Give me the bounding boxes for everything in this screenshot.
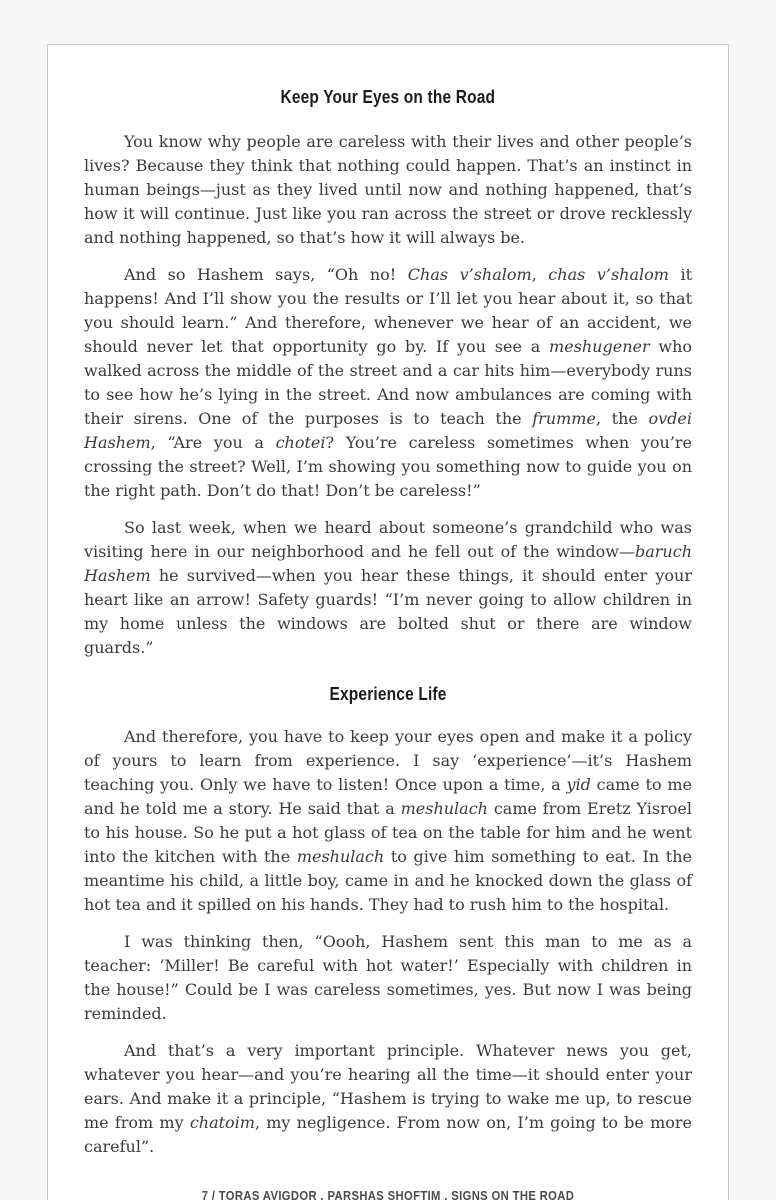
paragraph: So last week, when we heard about someone’s grandchild who was visiting here in our neighborhood and he fell out of the window—baruch Hashem he survived—when you hear these things, it should enter your heart like an arrow! Safety guards! “I’m never going to allow children in my home unless the windows are bolted shut or there are window guards.” [84, 518, 692, 657]
section-heading-text: Keep Your Eyes on the Road [280, 87, 496, 107]
page-footer-text: 7 / TORAS AVIGDOR . PARSHAS SHOFTIM . SIGNS ON THE ROAD [201, 1189, 575, 1200]
paragraph: I was thinking then, “Oooh, Hashem sent this man to me as a teacher: ‘Miller! Be careful with hot water!’ Especially with children in the house!” Could be I was careless sometimes, yes. But now I was being reminded. [84, 932, 692, 1023]
page-footer [84, 1189, 692, 1200]
paragraph: And therefore, you have to keep your eyes open and make it a policy of yours to learn from experience. I say ‘experience’—it’s Hashem teaching you. Only we have to listen! Once upon a time, a yid came to me and he told me a story. He said that a meshulach came from Eretz Yisroel to his house. So he put a hot glass of tea on the table for him and he went into the kitchen with the meshulach to give him something to eat. In the meantime his child, a little boy, came in and he knocked down the glass of hot tea and it spilled on his hands. They had to rush him to the hospital. [84, 727, 693, 914]
section-heading-keep-your-eyes [84, 87, 692, 108]
document-page [47, 44, 729, 1200]
paragraph: And that’s a very important principle. Whatever news you get, whatever you hear—and you’re hearing all the time—it should enter your ears. And make it a principle, “Hashem is trying to wake me up, to rescue me from my chatoim, my negligence. From now on, I’m going to be more careful”. [84, 1041, 692, 1156]
paragraph: You know why people are careless with their lives and other people’s lives? Because they think that nothing could happen. That’s an instinct in human beings—just as they lived until now and nothing happened, that’s how it will continue. Just like you ran across the street or drove recklessly and nothing happened, so that’s how it will always be. [84, 132, 692, 247]
section-heading-text: Experience Life [329, 684, 447, 704]
paragraph: And so Hashem says, “Oh no! Chas v’shalom, chas v’shalom it happens! And I’ll show you the results or I’ll let you hear about it, so that you should learn.” And therefore, whenever we hear of an accident, we should never let that opportunity go by. If you see a meshugener who walked across the middle of the street and a car hits him—everybody runs to see how he’s lying in the street. And now ambulances are coming with their sirens. One of the purposes is to teach the frumme, the ovdei Hashem, “Are you a chotei? You’re careless sometimes when you’re crossing the street? Well, I’m showing you something now to guide you on the right path. Don’t do that! Don’t be careless!” [84, 265, 693, 500]
section-heading-experience-life [84, 684, 692, 705]
